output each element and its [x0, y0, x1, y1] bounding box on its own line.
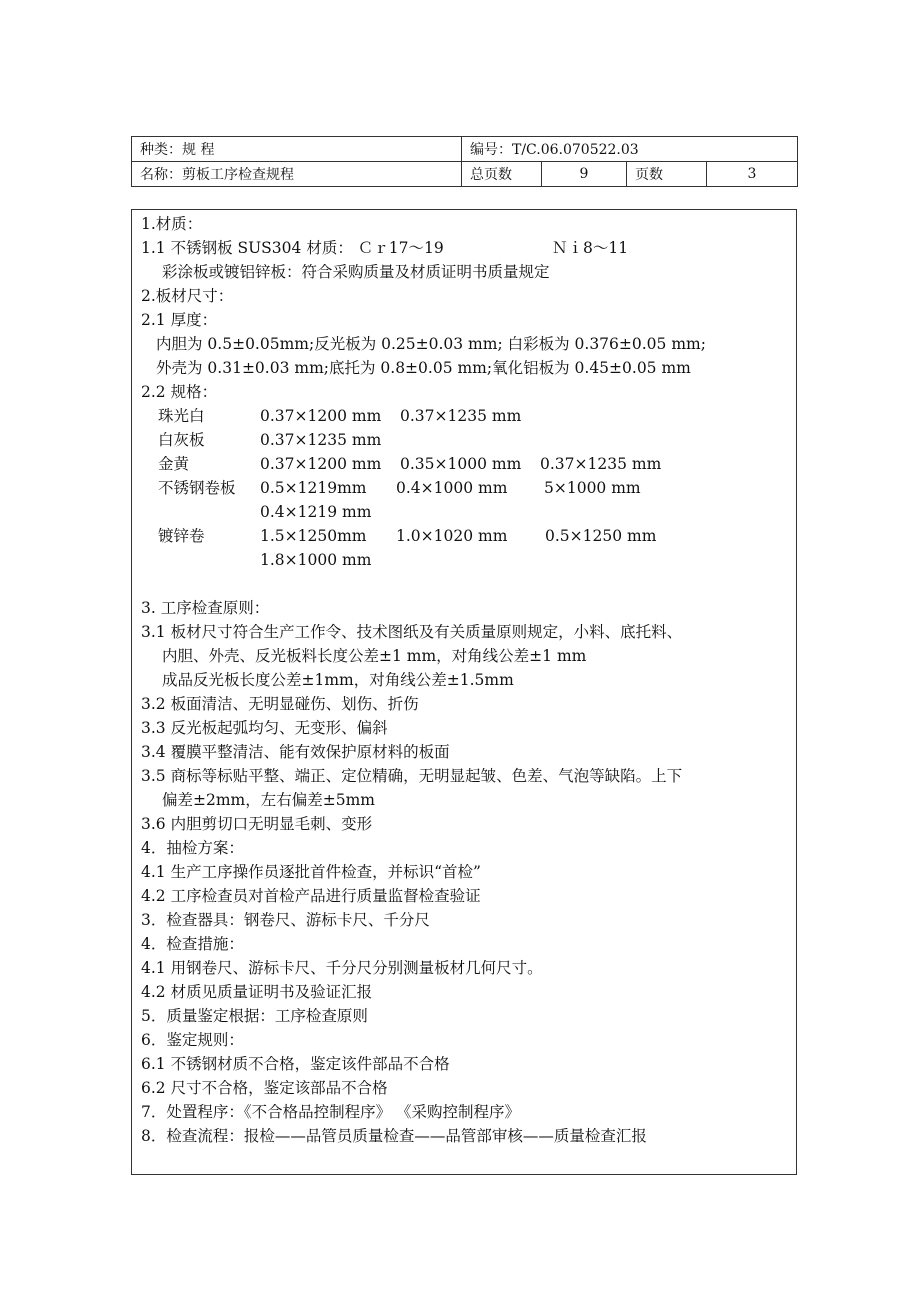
section-3-5-line-1: 3.5 商标等标贴平整、端正、定位精确，无明显起皱、色差、气泡等缺陷。上下	[141, 767, 683, 785]
section-4-1: 4.1 生产工序操作员逐批首件检查，并标识“首检”	[141, 863, 481, 881]
section-6-1: 6.1 不锈钢材质不合格，鉴定该件部品不合格	[141, 1055, 450, 1073]
section-3-1-line-2: 内胆、外壳、反光板料长度公差±1 mm，对角线公差±1 mm	[162, 647, 587, 665]
spec-value: 0.35×1000 mm	[400, 455, 522, 473]
section-4-heading: 4．抽检方案：	[141, 839, 244, 857]
spec-name: 珠光白	[158, 407, 205, 425]
measures-4-1: 4.1 用钢卷尺、游标卡尺、千分尺分别测量板材几何尺寸。	[141, 959, 543, 977]
code-cell: 编号：T/C.06.070522.03	[462, 137, 798, 162]
thickness-line-1: 内胆为 0.5±0.05mm;反光板为 0.25±0.03 mm; 白彩板为 0.376±0.05 mm;	[156, 335, 706, 353]
spec-value: 1.8×1000 mm	[260, 551, 372, 569]
section-5: 5．质量鉴定根据：工序检查原则	[141, 1007, 368, 1025]
spec-value: 5×1000 mm	[544, 479, 641, 497]
measures-heading: 4．检查措施：	[141, 935, 244, 953]
thickness-line-2: 外壳为 0.31±0.03 mm;底托为 0.8±0.05 mm;氧化铝板为 0.45±0.05 mm	[156, 359, 691, 377]
spec-name: 镀锌卷	[158, 527, 205, 545]
spec-value: 1.5×1250mm	[260, 527, 367, 545]
spec-value: 1.0×1020 mm	[396, 527, 508, 545]
measures-4-2: 4.2 材质见质量证明书及验证汇报	[141, 983, 373, 1001]
section-1-1-line: 1.1 不锈钢板 SUS304 材质： Ｃｒ17～19	[141, 239, 444, 257]
total-pages-label: 总页数	[462, 162, 542, 187]
section-3-1-line-1: 3.1 板材尺寸符合生产工作令、技术图纸及有关质量原则规定，小料、底托料、	[141, 623, 683, 641]
section-3-3: 3.3 反光板起弧均匀、无变形、偏斜	[141, 719, 388, 737]
category-cell: 种类：规 程	[132, 137, 462, 162]
section-3-6: 3.6 内胆剪切口无明显毛刺、变形	[141, 815, 373, 833]
spec-value: 0.5×1250 mm	[545, 527, 657, 545]
spec-value: 0.4×1219 mm	[260, 503, 372, 521]
section-7: 7．处置程序：《不合格品控制程序》 《采购控制程序》	[141, 1103, 521, 1121]
page-value: 3	[707, 162, 798, 187]
total-pages-value: 9	[542, 162, 627, 187]
section-2-heading: 2.板材尺寸：	[141, 287, 234, 305]
spec-value: 0.37×1235 mm	[400, 407, 522, 425]
document-header-table	[131, 136, 798, 187]
section-6-2: 6.2 尺寸不合格，鉴定该部品不合格	[141, 1079, 388, 1097]
instruments-line: 3．检查器具：钢卷尺、游标卡尺、千分尺	[141, 911, 430, 929]
section-6-heading: 6．鉴定规则：	[141, 1031, 244, 1049]
spec-name: 不锈钢卷板	[158, 479, 236, 497]
section-3-heading: 3. 工序检查原则：	[141, 599, 270, 617]
procedure-content-box	[131, 209, 797, 1175]
section-2-2-heading: 2.2 规格：	[141, 383, 218, 401]
section-1-1-coated: 彩涂板或镀铝锌板：符合采购质量及材质证明书质量规定	[162, 263, 550, 281]
section-4-2: 4.2 工序检查员对首检产品进行质量监督检查验证	[141, 887, 481, 905]
section-2-1-heading: 2.1 厚度：	[141, 311, 218, 329]
section-8: 8．检查流程：报检——品管员质量检查——品管部审核——质量检查汇报	[141, 1127, 647, 1145]
spec-value: 0.5×1219mm	[260, 479, 367, 497]
spec-value: 0.37×1235 mm	[540, 455, 662, 473]
spec-value: 0.4×1000 mm	[396, 479, 508, 497]
section-3-4: 3.4 覆膜平整清洁、能有效保护原材料的板面	[141, 743, 450, 761]
page-label: 页数	[627, 162, 707, 187]
spec-value: 0.37×1200 mm	[260, 407, 382, 425]
name-cell: 名称：剪板工序检查规程	[132, 162, 462, 187]
section-3-1-line-3: 成品反光板长度公差±1mm，对角线公差±1.5mm	[162, 671, 514, 689]
section-3-5-line-2: 偏差±2mm，左右偏差±5mm	[162, 791, 375, 809]
section-3-2: 3.2 板面清洁、无明显碰伤、划伤、折伤	[141, 695, 419, 713]
spec-value: 0.37×1235 mm	[260, 431, 382, 449]
spec-name: 金黄	[158, 455, 190, 473]
spec-value: 0.37×1200 mm	[260, 455, 382, 473]
section-1-heading: 1.材质：	[141, 215, 203, 233]
spec-name: 白灰板	[158, 431, 205, 449]
section-1-1-ni: Ｎｉ8～11	[552, 239, 629, 257]
